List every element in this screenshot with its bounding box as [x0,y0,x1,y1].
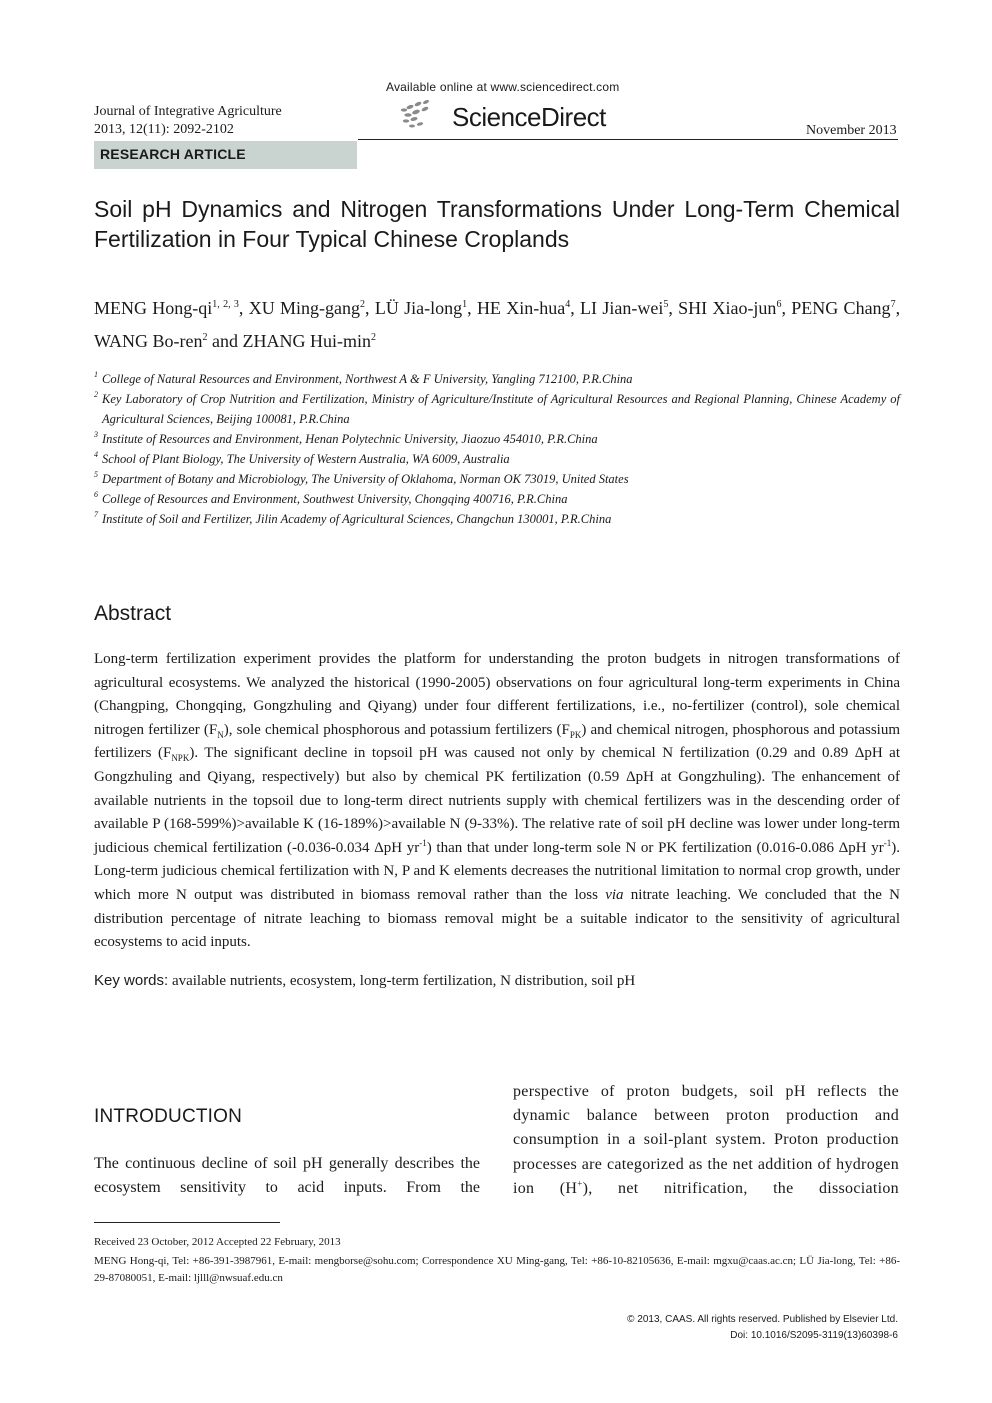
abstract-text: ), sole chemical phosphorous and potassium fertilizers (F [223,721,570,738]
affiliation-number: 1 [94,370,98,379]
sciencedirect-logo-icon [398,98,434,132]
introduction-right-column [513,1080,899,1201]
abstract-superscript: -1 [883,837,892,848]
author-affiliation-ref: 7 [890,299,896,310]
affiliation-item [94,449,900,469]
affiliation-text: College of Resources and Environment, Southwest University, Chongqing 400716, P.R.China [102,492,568,506]
author-affiliation-ref: 2 [370,332,376,343]
affiliation-text: School of Plant Biology, The University of Western Australia, WA 6009, Australia [102,452,510,466]
affiliation-number: 6 [94,490,98,499]
author-name: PENG Chang [791,298,891,318]
author-name: LÜ Jia-long [374,298,463,318]
abstract-text: ). Long-term judicious chemical fertilization with N, P and K elements decreases the nutritional limitation to normal crop growth, under which more N output was distributed in biomass removal rather than the loss [94,839,901,903]
keywords-text: available nutrients, ecosystem, long-term fertilization, N distribution, soil pH [171,973,636,989]
doi-link[interactable]: Doi: 10.1016/S2095-3119(13)60398-6 [730,1330,898,1341]
abstract-italic: via [605,886,624,903]
author-list: MENG Hong-qi$^{1, 2, 3}$, XU Ming-gang$^2$, LÜ Jia-long$^1$, HE Xin-hua$^4$, LI Jian-wei$^5$, SHI Xiao-jun$^6$, PENG Chang$^7$, WANG Bo-ren$^2$ and ZHANG Hui-$\min^2$ [94,298,901,351]
author-affiliation-ref: 2 [360,299,366,310]
author-affiliation-ref: 1, 2, 3 [212,299,239,310]
author-name: WANG Bo-ren [94,331,203,351]
affiliation-list [94,369,900,529]
affiliation-item [94,429,900,449]
affiliation-text: Key Laboratory of Crop Nutrition and Fertilization, Ministry of Agriculture/Institute of Agricultural Resources and Regional Planning, Chinese Academy of Agricultural Sciences, Beijing 100081, P.R.China [102,392,900,426]
affiliation-item [94,389,900,429]
abstract-text: ). The significant decline in topsoil pH was caused not only by chemical N fertilization (0.29 and 0.89 ΔpH at Gongzhuling and Qiyang, respectively) but also by chemical PK fertilization (0.59 ΔpH at Gongzhuling). The enhancement of available nutrients in the topsoil due to long-term direct nutrients supply with chemical fertilizers was in the descending order of available P (168-599%)>available K (16-189%)>available N (9-33%). The relative rate of soil pH decline was lower under long-term judicious chemical fertilization (-0.036-0.034 ΔpH yr [94,745,900,856]
abstract-heading: Abstract [94,602,172,625]
abstract-body [94,648,900,955]
affiliation-number: 4 [94,450,98,459]
abstract-text: nitrate leaching. We concluded that the N distribution percentage of nitrate leaching to biomass removal might be a suitable indicator to the sensitivity of agricultural ecosystems to acid inputs. [94,886,900,951]
intro-superscript: + [577,1178,583,1189]
author-contacts: MENG Hong-qi, Tel: +86-391-3987961, E-mail: mengborse@sohu.com; Correspondence XU Ming-gang, Tel: +86-10-82105636, E-mail: mgxu@caas.ac.cn; LÜ Jia-long, Tel: +86-29-87080051, E-mail: ljlll@nwsuaf.edu.cn [94,1255,900,1284]
available-online-link[interactable]: Available online at www.sciencedirect.com [386,80,620,94]
author-affiliation-ref: 4 [565,299,571,310]
affiliation-text: College of Natural Resources and Environment, Northwest A & F University, Yangling 712100, P.R.China [102,372,633,386]
footnote-divider [94,1222,280,1223]
journal-info [94,103,282,139]
copyright-notice: © 2013, CAAS. All rights reserved. Published by Elsevier Ltd. [627,1314,898,1325]
affiliation-item [94,369,900,389]
affiliation-text: Institute of Soil and Fertilizer, Jilin Academy of Agricultural Sciences, Changchun 130001, P.R.China [102,512,612,526]
author-affiliation-ref: 2 [202,332,208,343]
abstract-text: Long-term fertilization experiment provides the platform for understanding the proton budgets in nitrogen transformations of agricultural ecosystems. We analyzed the historical (1990-2005) observations on four agricultural long-term experiments in China (Changping, Chongqing, Gongzhuling and Qiyang) under four different fertilizations, i.e., no-fertilizer (control), sole chemical nitrogen fertilizer (F [94,651,900,738]
intro-text: perspective of proton budgets, soil pH reflects the dynamic balance between proton production and consumption in a soil-plant system. Proton production processes are categorized as the net addition of hydrogen ion (H [513,1083,899,1197]
abstract-superscript: -1 [419,837,427,848]
affiliation-number: 3 [94,430,98,439]
article-title: Soil pH Dynamics and Nitrogen Transformations Under Long-Term Chemical Fertilization in Four Typical Chinese Croplands [94,196,900,252]
affiliation-item [94,509,900,529]
author-name: LI Jian-wei [580,298,664,318]
affiliation-number: 2 [94,390,98,399]
journal-name: Journal of Integrative Agriculture [94,104,282,119]
author-name: ZHANG Hui-min [242,331,371,351]
author-affiliation-ref: 6 [776,299,782,310]
author-name: XU Ming-gang [248,298,361,318]
abstract-text: ) than that under long-term sole N or PK fertilization (0.016-0.086 ΔpH yr [426,839,884,856]
keywords [94,972,900,990]
abstract-subscript: NPK [171,753,190,764]
author-affiliation-ref: 1 [462,299,468,310]
author-name: HE Xin-hua [476,298,566,318]
affiliation-text: Department of Botany and Microbiology, The University of Oklahoma, Norman OK 73019, United States [102,472,629,486]
abstract-subscript: N [217,729,224,740]
affiliation-number: 7 [94,510,98,519]
keywords-label: Key words: [94,972,169,989]
author-affiliation-ref: 5 [663,299,669,310]
intro-text: ), net nitrification, the dissociation [582,1179,899,1197]
article-type-badge: RESEARCH ARTICLE [94,141,357,169]
author-name: MENG Hong-qi [94,298,213,318]
abstract-text: ) and chemical nitrogen, phosphorous and potassium fertilizers (F [94,721,900,762]
header-divider [358,139,898,140]
affiliation-item [94,469,900,489]
journal-citation: 2013, 12(11): 2092-2102 [94,122,234,137]
introduction-heading: INTRODUCTION [94,1106,243,1127]
affiliation-number: 5 [94,470,98,479]
affiliation-text: Institute of Resources and Environment, Henan Polytechnic University, Jiaozuo 454010, P.R.China [102,432,598,446]
affiliation-item [94,489,900,509]
sciencedirect-brand: ScienceDirect [452,102,606,132]
author-name: SHI Xiao-jun [678,298,777,318]
introduction-left-column: The continuous decline of soil pH generally describes the ecosystem sensitivity to acid inputs. From the [94,1155,480,1197]
abstract-subscript: PK [569,729,582,740]
publication-date: November 2013 [806,123,897,138]
received-dates: Received 23 October, 2012 Accepted 22 February, 2013 [94,1236,341,1248]
